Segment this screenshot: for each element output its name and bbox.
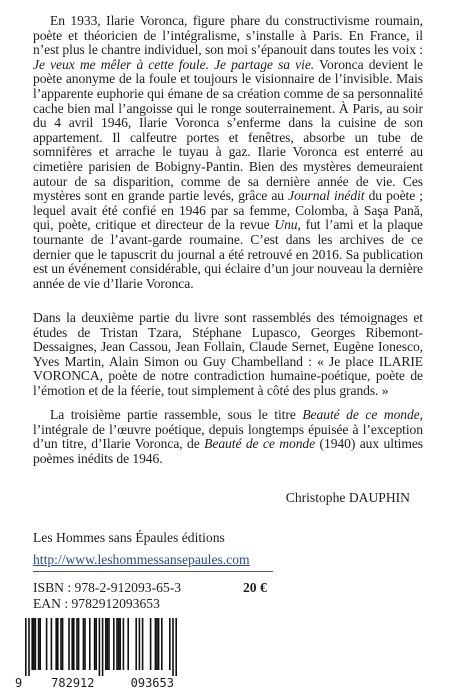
bio-text-4: , fut l’ami et la plaque tournante de l’avant-garde roumaine. C’est dans les archives de ce dernier que le tapuscrit du journal a été retrouvé en 2016. Sa publication est un événement considérable, qui éclaire d’un jour nouveau la dernière année de vie d’Ilarie Voronca. (33, 217, 423, 291)
publisher-name: Les Hommes sans Épaules éditions (33, 530, 225, 545)
bio-quote: Je veux me mêler à cette foule. Je partage sa vie. (33, 56, 315, 72)
barcode-bar (113, 618, 115, 670)
barcode-digits-right: 093653 (130, 676, 174, 690)
journal-title: Journal inédit (288, 188, 365, 204)
testimonies-text: Dans la deuxième partie du livre sont rassemblés des témoignages et études de Tristan Tzara, Stéphane Lupasco, Georges Ribemont-Dessaignes, Jean Cassou, Jean Follain, Claude Sernet, Eugène Ionesco, Yves Martin, Alain Simon ou Guy Chambelland : « Je place ILARIE VORONCA, poète de notre contradiction humaine-poétique, poète de l’émotion et de la féerie, tout simplement à côté des plus grands. » (33, 310, 423, 398)
barcode-bar (119, 618, 121, 670)
barcode-bar (94, 618, 96, 670)
barcode-bar (118, 618, 120, 670)
barcode-bar (135, 618, 137, 670)
barcode-bar (158, 618, 160, 670)
barcode-guard-bar (99, 618, 101, 676)
barcode-bar (55, 618, 57, 670)
barcode-bar (62, 618, 64, 670)
barcode-bar (73, 618, 75, 670)
barcode-bar (155, 618, 157, 670)
barcode-guard-bar (102, 618, 104, 676)
barcode-bar (46, 618, 48, 670)
barcode-bar (68, 618, 70, 670)
barcode-bar (161, 618, 163, 670)
barcode-bar (35, 618, 37, 670)
barcode-bar (78, 618, 80, 670)
barcode-bar (51, 618, 53, 670)
barcode-bar (38, 618, 40, 670)
barcode-digits (15, 676, 200, 690)
review-title: Unu (274, 217, 298, 233)
poetry-text-3: (1940) aux ultimes poèmes inédits de 1946. (33, 436, 424, 466)
barcode-bar (84, 618, 86, 670)
barcode-bar (108, 618, 110, 670)
barcode-bar (57, 618, 59, 670)
barcode-bar (95, 618, 97, 670)
paragraph-biography (33, 14, 423, 291)
poetry-title-2: Beauté de ce monde (204, 436, 316, 452)
barcode-guard-bar (172, 618, 174, 676)
barcode-bar (39, 618, 41, 670)
barcode-bar (33, 618, 35, 670)
barcode-bar (139, 618, 141, 670)
publisher-website-link[interactable]: http://www.leshommessansepaules.com (33, 552, 250, 567)
barcode (15, 618, 200, 690)
barcode-bar (127, 618, 129, 670)
author-signature: Christophe DAUPHIN (285, 490, 410, 505)
barcode-bar (31, 618, 33, 670)
barcode-digit-first: 9 (15, 676, 23, 690)
ean-number: EAN : 9782912093653 (33, 596, 160, 611)
price: 20 € (243, 580, 267, 595)
barcode-bar (116, 618, 118, 670)
barcode-bar (169, 618, 171, 670)
barcode-bar (76, 618, 78, 670)
barcode-bar (150, 618, 152, 670)
barcode-bar (105, 618, 107, 670)
divider (33, 571, 273, 572)
barcode-bar (142, 618, 144, 670)
poetry-text-1: La troisième partie rassemble, sous le titre (50, 407, 303, 422)
barcode-bar (123, 618, 125, 670)
barcode-bar (60, 618, 62, 670)
barcode-digits-left: 782912 (51, 676, 95, 690)
barcode-bars (25, 618, 195, 676)
poetry-title-1: Beauté de ce monde (302, 407, 420, 422)
paragraph-poetry (33, 408, 423, 466)
barcode-bar (156, 618, 158, 670)
barcode-guard-bar (28, 618, 30, 676)
barcode-guard-bar (175, 618, 177, 676)
bio-text-2: Voronca devient le poète anonyme de la foule et toujours le visionnaire de l’invisible. Mais l’apparente euphorie qui émane de sa création comme de sa personnalité cache bien mal l’angoisse qui le ronge souterrainement. À Paris, au soir du 4 avril 1946, Ilarie Voronca s’enferme dans la cuisine de son appartement. Il calfeutre portes et fenêtres, absorbe un tube de somnifères et arrache le tuyau à gaz. Ilarie Voronca est enterré au cimetière parisien de Bobigny-Pantin. Bien des mystères demeuraient autour de sa disparition, comme de sa dernière année de vie. Ces mystères sont en grande partie levés, grâce au (33, 56, 423, 204)
barcode-bar (107, 618, 109, 670)
barcode-bar (71, 618, 73, 670)
bio-text-1: En 1933, Ilarie Voronca, figure phare du constructivisme roumain, poète et théoricien de l’intégralisme, s’installe à Paris. En France, il n’est plus le chantre individuel, son moi s’épanouit dans toutes les voix : (33, 13, 423, 58)
bio-text-3: du poète ; lequel avait été confié en 1946 par sa femme, Colomba, à Saşa Pană, qui, poète, critique et directeur de la revue (33, 188, 423, 233)
isbn-number: ISBN : 978-2-912093-65-3 (33, 580, 182, 595)
barcode-bar (89, 618, 91, 670)
barcode-guard-bar (25, 618, 27, 676)
poetry-text-2: , l’intégrale de l’œuvre poétique, depuis longtemps épuisée à l’exception d’un titre, d’Ilarie Voronca, de (33, 407, 423, 452)
paragraph-testimonies (33, 311, 423, 399)
barcode-bar (83, 618, 85, 670)
